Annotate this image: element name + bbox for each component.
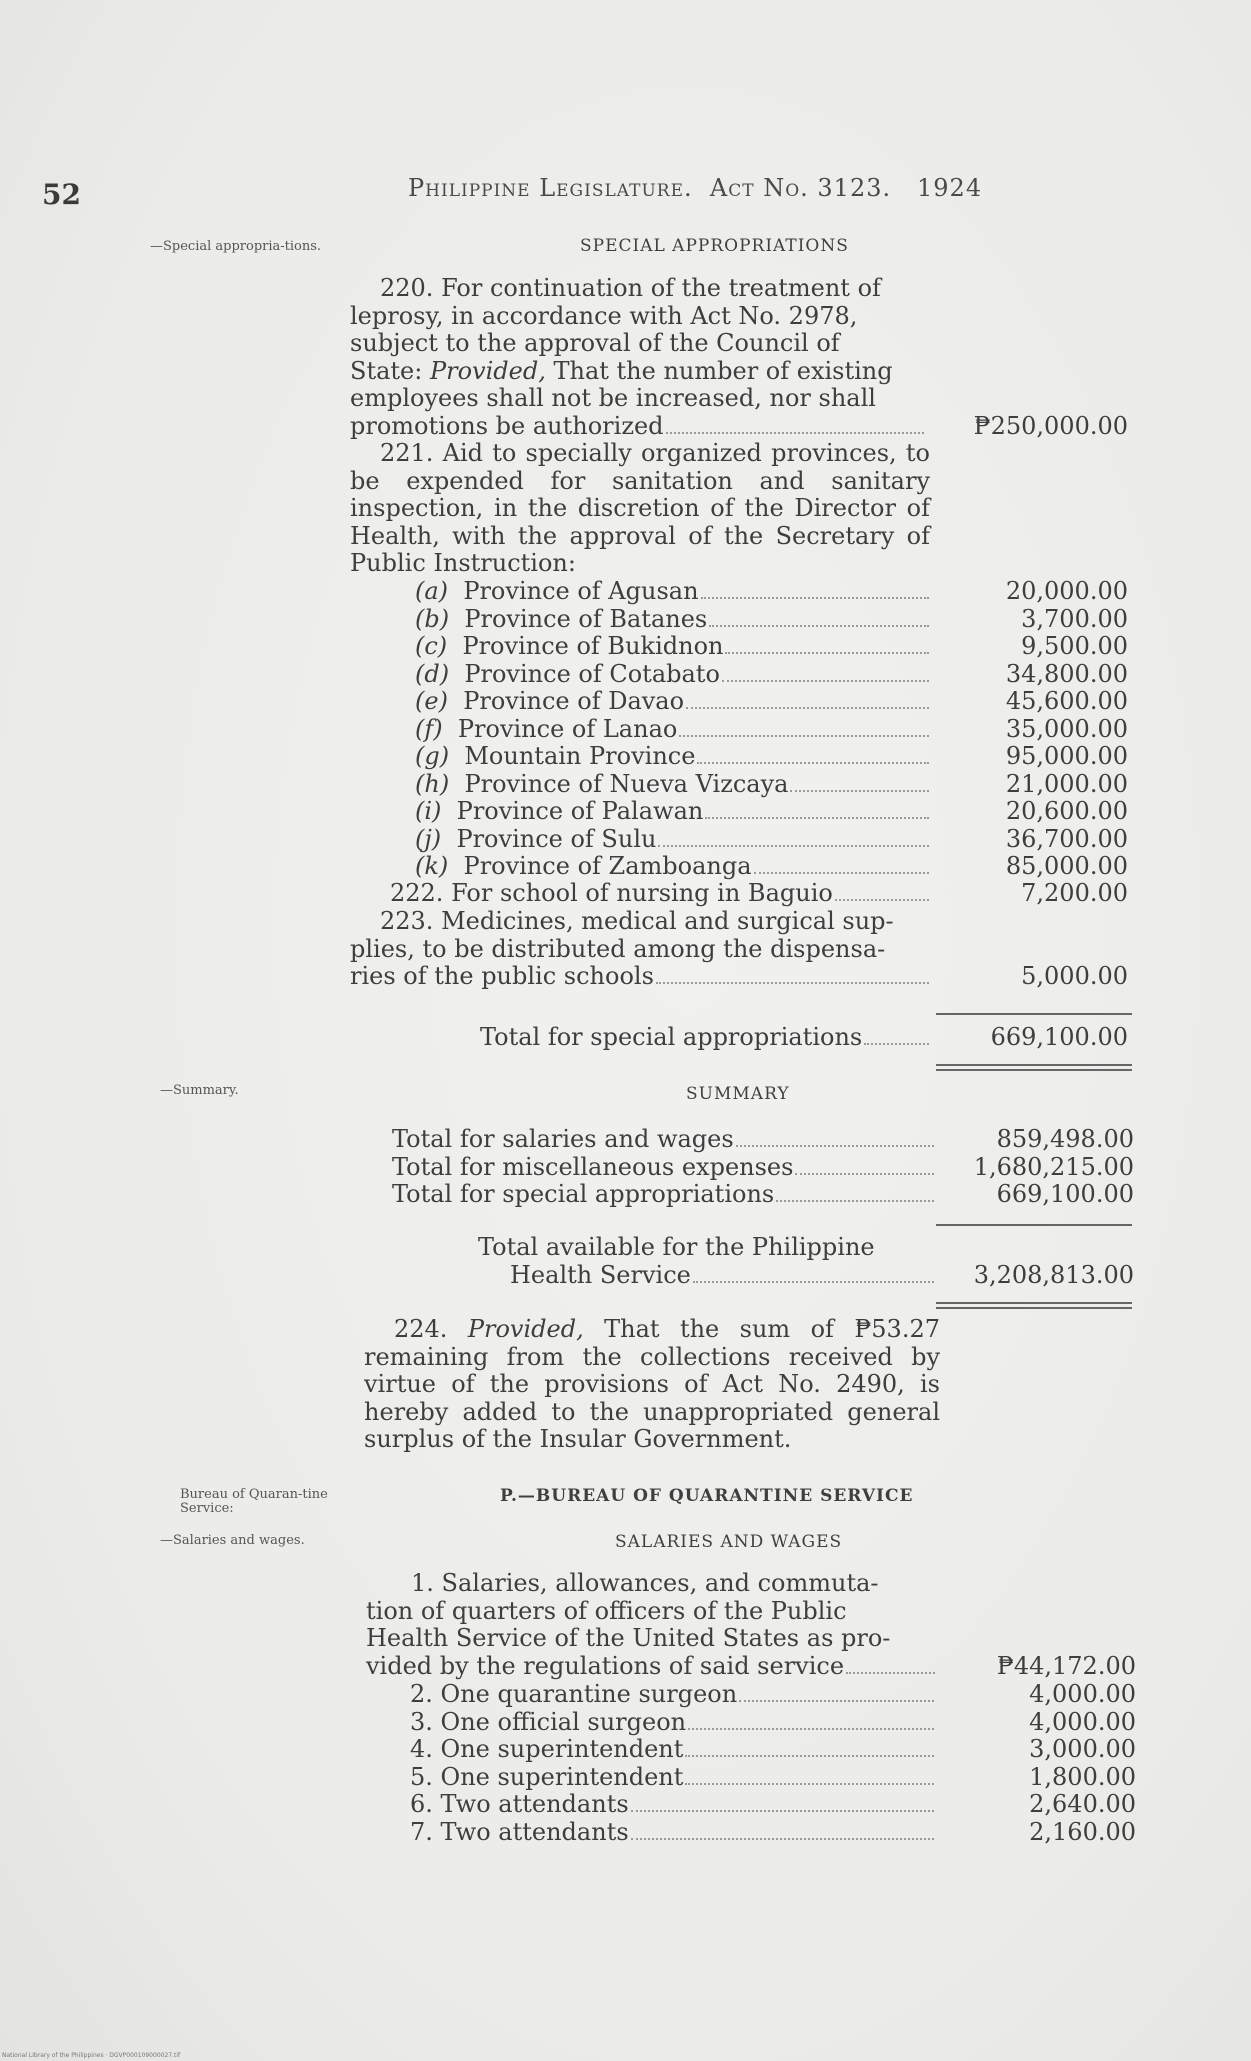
- province-name: Province of Lanao: [457, 714, 678, 743]
- leader-dots: [709, 625, 929, 627]
- province-name: Province of Palawan: [456, 797, 704, 825]
- list-item-amount: 4,000.00: [1029, 1680, 1136, 1708]
- province-label: [415, 661, 720, 689]
- leader-dots: [722, 680, 929, 682]
- province-letter: (b): [415, 604, 450, 633]
- section-heading-quarantine: P.—BUREAU OF QUARANTINE SERVICE: [500, 1486, 914, 1506]
- special-total-label: Total for special appropriations: [480, 1023, 863, 1051]
- list-item: [392, 1126, 940, 1154]
- leader-dots: [679, 735, 929, 737]
- total-rule: [936, 1013, 1132, 1015]
- list-item: [410, 1764, 940, 1792]
- quarantine-label: 2. One quarantine surgeon: [410, 1680, 738, 1708]
- province-letter: (c): [415, 632, 448, 660]
- list-item-amount: 21,000.00: [1005, 769, 1128, 798]
- item-220-line: [350, 413, 930, 441]
- leader-dots: [835, 899, 929, 901]
- list-item-amount: 45,600.00: [1005, 687, 1128, 715]
- leader-dots: [705, 817, 929, 819]
- province-name: Province of Agusan: [463, 577, 699, 605]
- summary-rule: [936, 1224, 1132, 1226]
- item-222-label: 222. For school of nursing in Baguio: [390, 879, 833, 907]
- running-head-act: Act No. 3123.: [709, 174, 892, 202]
- list-item: [415, 826, 935, 854]
- special-total: [480, 1024, 935, 1052]
- list-item-amount: 3,700.00: [1021, 604, 1128, 633]
- list-item: [415, 606, 935, 634]
- item-223-text: ries of the public schools: [350, 962, 654, 990]
- section-heading-salaries: SALARIES AND WAGES: [615, 1532, 843, 1552]
- item-222: [390, 880, 935, 908]
- quarantine-list: [410, 1681, 940, 1846]
- item-221: [350, 440, 930, 578]
- province-letter: (f): [415, 714, 443, 743]
- province-letter: (j): [415, 824, 442, 853]
- leader-dots: [754, 872, 929, 874]
- province-letter: (e): [415, 687, 448, 715]
- province-name: Mountain Province: [464, 742, 696, 770]
- list-item: [415, 798, 935, 826]
- list-item-amount: 20,600.00: [1005, 797, 1128, 825]
- summary-list: [392, 1126, 940, 1209]
- leader-dots: [725, 652, 929, 654]
- province-label: [415, 688, 684, 716]
- special-total-amount: 669,100.00: [990, 1023, 1128, 1051]
- grand-total-line: [478, 1262, 940, 1290]
- quarantine-item-1-line: Health Service of the United States as pro-: [366, 1624, 891, 1652]
- item-220-line: 220. For continuation of the treatment of: [380, 274, 881, 302]
- leader-dots: [631, 1838, 934, 1840]
- province-name: Province of Zamboanga: [463, 852, 752, 880]
- list-item: [415, 661, 935, 689]
- list-item: [415, 688, 935, 716]
- list-item: [392, 1154, 940, 1182]
- list-item-amount: 2,640.00: [1029, 1790, 1136, 1818]
- quarantine-item-1: [366, 1570, 941, 1681]
- province-letter: (g): [415, 742, 450, 770]
- list-item-amount: 859,498.00: [996, 1125, 1134, 1153]
- province-letter: (d): [415, 659, 450, 688]
- item-224: [364, 1316, 940, 1454]
- leader-dots: [864, 1043, 929, 1045]
- list-item-amount: 2,160.00: [1029, 1817, 1136, 1846]
- double-rule-bottom: [936, 1069, 1132, 1071]
- leader-dots: [688, 1728, 934, 1730]
- summary-label: Total for special appropriations: [392, 1180, 775, 1208]
- grand-total-amount: 3,208,813.00: [973, 1261, 1134, 1289]
- item-220-text: promotions be authorized: [350, 411, 664, 440]
- province-label: [415, 798, 703, 826]
- list-item-amount: 20,000.00: [1005, 577, 1128, 605]
- scan-footer: National Library of the Philippines · DGVP000109000027.tif: [2, 2052, 181, 2059]
- list-item-amount: 669,100.00: [996, 1180, 1134, 1208]
- province-name: Province of Sulu: [456, 824, 657, 853]
- section-heading-summary: SUMMARY: [686, 1084, 790, 1104]
- leader-dots: [631, 1810, 934, 1812]
- quarantine-item-1-line: tion of quarters of officers of the Public: [366, 1596, 847, 1625]
- item-220-proviso: Provided,: [429, 356, 546, 385]
- quarantine-label: 6. Two attendants: [410, 1790, 629, 1818]
- double-rule-top: [936, 1064, 1132, 1066]
- list-item: [415, 633, 935, 661]
- item-221-text: 221. Aid to specially organized provinces, to be expended for sanitation and sanitary inspection, in the discretion of the Director of Health, with the approval of the Secretary of Public Instruction:: [350, 439, 930, 577]
- margin-note-bureau: Bureau of Quaran-tine Service:: [180, 1487, 328, 1516]
- province-label: [415, 578, 699, 606]
- leader-dots: [795, 1173, 934, 1175]
- quarantine-item-1-amount: ₱44,172.00: [996, 1652, 1136, 1680]
- list-item: [415, 716, 935, 744]
- province-letter: (i): [415, 797, 442, 825]
- summary-label: Total for miscellaneous expenses: [392, 1152, 794, 1181]
- summary-label: Total for salaries and wages: [392, 1125, 734, 1153]
- list-item-amount: 95,000.00: [1005, 742, 1128, 770]
- list-item-amount: 1,680,215.00: [973, 1152, 1134, 1181]
- list-item: [415, 743, 935, 771]
- quarantine-label: 4. One superintendent: [410, 1735, 684, 1763]
- province-list: [415, 578, 935, 881]
- province-letter: (k): [415, 852, 449, 880]
- item-223-line: 223. Medicines, medical and surgical sup-: [380, 907, 894, 935]
- quarantine-item-1-line: 1. Salaries, allowances, and commuta-: [411, 1569, 879, 1597]
- province-label: [415, 716, 677, 744]
- item-220-line: leprosy, in accordance with Act No. 2978,: [350, 301, 858, 330]
- list-item: [410, 1791, 940, 1819]
- item-223-line: [350, 963, 935, 991]
- item-224-number: 224.: [394, 1315, 468, 1343]
- leader-dots: [686, 707, 929, 709]
- leader-dots: [846, 1672, 935, 1674]
- province-name: Province of Davao: [463, 687, 685, 715]
- list-item: [415, 853, 935, 881]
- running-head-title: Philippine Legislature.: [408, 174, 693, 202]
- quarantine-label: 7. Two attendants: [410, 1817, 629, 1846]
- item-224-proviso: Provided,: [467, 1315, 584, 1343]
- list-item-amount: 36,700.00: [1005, 824, 1128, 853]
- leader-dots: [697, 762, 929, 764]
- item-220-line: employees shall not be increased, nor shall: [350, 384, 876, 412]
- leader-dots: [658, 845, 929, 847]
- list-item: [410, 1819, 940, 1847]
- leader-dots: [685, 1755, 934, 1757]
- item-223-line: plies, to be distributed among the dispensa-: [350, 934, 886, 963]
- province-label: [415, 606, 707, 634]
- leader-dots: [739, 1700, 934, 1702]
- quarantine-item-1-line: [366, 1653, 941, 1681]
- running-head: [408, 174, 982, 202]
- item-220-amount: ₱250,000.00: [973, 412, 1128, 440]
- margin-note-summary: —Summary.: [160, 1083, 239, 1098]
- grand-total: [478, 1234, 940, 1290]
- list-item-amount: 34,800.00: [1005, 659, 1128, 688]
- leader-dots: [776, 1200, 934, 1202]
- item-220: [350, 275, 930, 441]
- list-item-amount: 4,000.00: [1029, 1707, 1136, 1736]
- item-220-text: That the number of existing: [545, 356, 893, 385]
- leader-dots: [685, 1783, 934, 1785]
- list-item-amount: 3,000.00: [1029, 1735, 1136, 1763]
- quarantine-label: 3. One official surgeon: [410, 1707, 687, 1736]
- item-222-amount: 7,200.00: [1021, 879, 1128, 907]
- province-name: Province of Cotabato: [464, 659, 720, 688]
- item-224-body: That the sum of ₱53.27 remaining from the collections received by virtue of the provisions of Act No. 2490, is hereby added to the unappropriated general surplus of the Insular Government.: [364, 1315, 940, 1453]
- quarantine-item-1-text: vided by the regulations of said service: [366, 1651, 845, 1680]
- province-label: [415, 826, 656, 854]
- item-223-amount: 5,000.00: [1021, 962, 1128, 990]
- item-220-text: State:: [350, 356, 430, 385]
- province-label: [415, 633, 723, 661]
- province-label: [415, 771, 788, 799]
- margin-note-salaries: —Salaries and wages.: [160, 1533, 305, 1548]
- province-letter: (h): [415, 769, 450, 798]
- province-name: Province of Bukidnon: [462, 632, 724, 660]
- leader-dots: [693, 1281, 934, 1283]
- leader-dots: [701, 597, 929, 599]
- section-heading-special: SPECIAL APPROPRIATIONS: [580, 236, 849, 256]
- leader-dots: [736, 1145, 934, 1147]
- item-223: [350, 908, 935, 991]
- item-224-text: [364, 1316, 940, 1454]
- list-item: [415, 771, 935, 799]
- running-head-year: 1924: [917, 174, 983, 202]
- list-item-amount: 9,500.00: [1021, 632, 1128, 660]
- province-label: [415, 743, 695, 771]
- item-220-line: subject to the approval of the Council of: [350, 329, 840, 357]
- leader-dots: [666, 432, 924, 434]
- list-item-amount: 85,000.00: [1005, 852, 1128, 880]
- province-name: Province of Batanes: [464, 604, 708, 633]
- province-label: [415, 853, 752, 881]
- list-item: [392, 1181, 940, 1209]
- grand-total-text: Health Service: [510, 1260, 691, 1289]
- leader-dots: [790, 790, 929, 792]
- grand-total-line: Total available for the Philippine: [478, 1233, 875, 1261]
- list-item: [410, 1681, 940, 1709]
- list-item-amount: 1,800.00: [1029, 1762, 1136, 1791]
- list-item-amount: 35,000.00: [1005, 714, 1128, 743]
- margin-note-special: —Special appropria-tions.: [150, 239, 322, 254]
- double-rule-bottom: [936, 1307, 1132, 1309]
- list-item: [410, 1709, 940, 1737]
- province-name: Province of Nueva Vizcaya: [464, 769, 789, 798]
- item-220-line: [350, 358, 930, 386]
- list-item: [415, 578, 935, 606]
- quarantine-label: 5. One superintendent: [410, 1762, 684, 1791]
- list-item: [410, 1736, 940, 1764]
- double-rule-top: [936, 1302, 1132, 1304]
- province-letter: (a): [415, 577, 449, 605]
- page-number: 52: [42, 178, 81, 211]
- leader-dots: [656, 982, 929, 984]
